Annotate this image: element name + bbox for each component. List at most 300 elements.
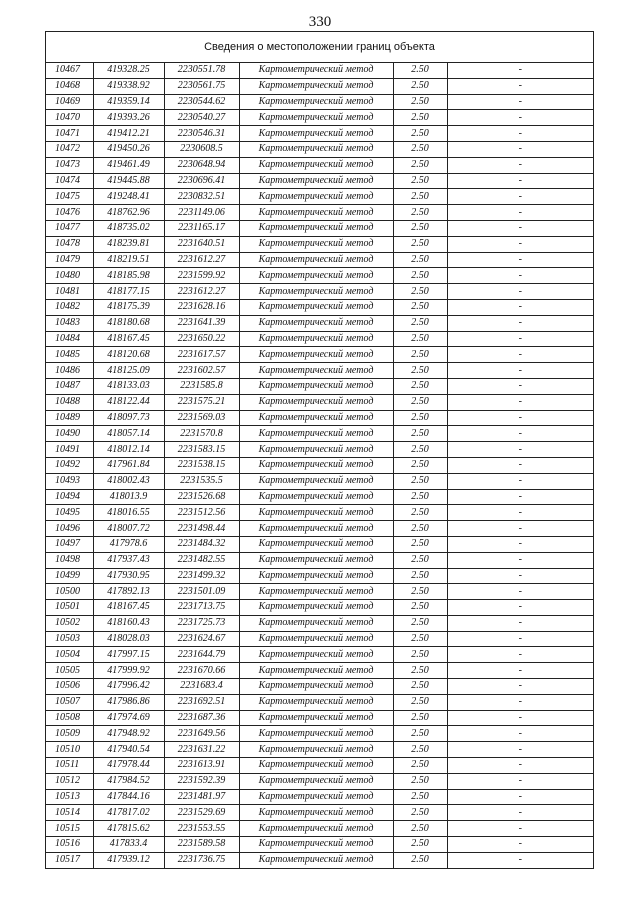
- accuracy-cell: 2.50: [393, 726, 447, 742]
- point-number-cell: 10476: [46, 205, 93, 221]
- point-number-cell: 10474: [46, 173, 93, 189]
- y-coordinate-cell: 2231569.03: [164, 410, 239, 426]
- y-coordinate-cell: 2231583.15: [164, 442, 239, 458]
- point-number-cell: 10485: [46, 347, 93, 363]
- y-coordinate-cell: 2231617.57: [164, 347, 239, 363]
- method-cell: Картометрический метод: [239, 615, 393, 631]
- x-coordinate-cell: 418057.14: [93, 426, 164, 442]
- x-coordinate-cell: 418013.9: [93, 489, 164, 505]
- table-row: [46, 647, 593, 663]
- x-coordinate-cell: 417892.13: [93, 584, 164, 600]
- method-cell: Картометрический метод: [239, 410, 393, 426]
- note-cell: -: [447, 268, 593, 284]
- note-cell: -: [447, 94, 593, 110]
- note-cell: -: [447, 442, 593, 458]
- note-cell: -: [447, 299, 593, 315]
- note-cell: -: [447, 126, 593, 142]
- method-cell: Картометрический метод: [239, 315, 393, 331]
- y-coordinate-cell: 2231613.91: [164, 758, 239, 774]
- point-number-cell: 10512: [46, 773, 93, 789]
- note-cell: -: [447, 521, 593, 537]
- note-cell: -: [447, 378, 593, 394]
- table-row: [46, 852, 593, 867]
- note-cell: -: [447, 773, 593, 789]
- table-row: [46, 710, 593, 726]
- table-row: [46, 837, 593, 853]
- accuracy-cell: 2.50: [393, 489, 447, 505]
- point-number-cell: 10513: [46, 789, 93, 805]
- method-cell: Картометрический метод: [239, 110, 393, 126]
- table-row: [46, 173, 593, 189]
- accuracy-cell: 2.50: [393, 584, 447, 600]
- x-coordinate-cell: 417996.42: [93, 679, 164, 695]
- table-row: [46, 236, 593, 252]
- x-coordinate-cell: 419461.49: [93, 157, 164, 173]
- table-row: [46, 773, 593, 789]
- accuracy-cell: 2.50: [393, 284, 447, 300]
- note-cell: -: [447, 157, 593, 173]
- x-coordinate-cell: 417948.92: [93, 726, 164, 742]
- note-cell: -: [447, 679, 593, 695]
- accuracy-cell: 2.50: [393, 299, 447, 315]
- table-row: [46, 726, 593, 742]
- table-row: [46, 505, 593, 521]
- y-coordinate-cell: 2231599.92: [164, 268, 239, 284]
- accuracy-cell: 2.50: [393, 679, 447, 695]
- accuracy-cell: 2.50: [393, 457, 447, 473]
- table-row: [46, 473, 593, 489]
- x-coordinate-cell: 419445.88: [93, 173, 164, 189]
- y-coordinate-cell: 2231481.97: [164, 789, 239, 805]
- table-row: [46, 663, 593, 679]
- note-cell: -: [447, 252, 593, 268]
- point-number-cell: 10494: [46, 489, 93, 505]
- table-row: [46, 442, 593, 458]
- x-coordinate-cell: 418125.09: [93, 363, 164, 379]
- y-coordinate-cell: 2231640.51: [164, 236, 239, 252]
- x-coordinate-cell: 419450.26: [93, 141, 164, 157]
- point-number-cell: 10511: [46, 758, 93, 774]
- table-row: [46, 615, 593, 631]
- point-number-cell: 10493: [46, 473, 93, 489]
- note-cell: -: [447, 205, 593, 221]
- table-row: [46, 315, 593, 331]
- accuracy-cell: 2.50: [393, 205, 447, 221]
- point-number-cell: 10504: [46, 647, 93, 663]
- y-coordinate-cell: 2231670.66: [164, 663, 239, 679]
- table-row: [46, 789, 593, 805]
- y-coordinate-cell: 2231650.22: [164, 331, 239, 347]
- y-coordinate-cell: 2231149.06: [164, 205, 239, 221]
- y-coordinate-cell: 2230544.62: [164, 94, 239, 110]
- table-row: [46, 694, 593, 710]
- accuracy-cell: 2.50: [393, 410, 447, 426]
- point-number-cell: 10507: [46, 694, 93, 710]
- note-cell: -: [447, 189, 593, 205]
- point-number-cell: 10517: [46, 852, 93, 867]
- point-number-cell: 10470: [46, 110, 93, 126]
- method-cell: Картометрический метод: [239, 568, 393, 584]
- method-cell: Картометрический метод: [239, 78, 393, 94]
- table-row: [46, 94, 593, 110]
- x-coordinate-cell: 417997.15: [93, 647, 164, 663]
- x-coordinate-cell: 418133.03: [93, 378, 164, 394]
- note-cell: -: [447, 426, 593, 442]
- table-row: [46, 110, 593, 126]
- accuracy-cell: 2.50: [393, 63, 447, 78]
- method-cell: Картометрический метод: [239, 710, 393, 726]
- accuracy-cell: 2.50: [393, 568, 447, 584]
- table-row: [46, 552, 593, 568]
- x-coordinate-cell: 419393.26: [93, 110, 164, 126]
- note-cell: -: [447, 63, 593, 78]
- note-cell: -: [447, 489, 593, 505]
- point-number-cell: 10508: [46, 710, 93, 726]
- y-coordinate-cell: 2231553.55: [164, 821, 239, 837]
- note-cell: -: [447, 710, 593, 726]
- y-coordinate-cell: 2231529.69: [164, 805, 239, 821]
- y-coordinate-cell: 2231713.75: [164, 600, 239, 616]
- x-coordinate-cell: 418097.73: [93, 410, 164, 426]
- point-number-cell: 10498: [46, 552, 93, 568]
- x-coordinate-cell: 418002.43: [93, 473, 164, 489]
- note-cell: -: [447, 568, 593, 584]
- accuracy-cell: 2.50: [393, 789, 447, 805]
- x-coordinate-cell: 418735.02: [93, 220, 164, 236]
- method-cell: Картометрический метод: [239, 726, 393, 742]
- table-row: [46, 205, 593, 221]
- method-cell: Картометрический метод: [239, 442, 393, 458]
- accuracy-cell: 2.50: [393, 252, 447, 268]
- table-row: [46, 363, 593, 379]
- table-row: [46, 378, 593, 394]
- point-number-cell: 10467: [46, 63, 93, 78]
- y-coordinate-cell: 2231498.44: [164, 521, 239, 537]
- point-number-cell: 10505: [46, 663, 93, 679]
- y-coordinate-cell: 2231612.27: [164, 252, 239, 268]
- x-coordinate-cell: 417986.86: [93, 694, 164, 710]
- y-coordinate-cell: 2230696.41: [164, 173, 239, 189]
- method-cell: Картометрический метод: [239, 347, 393, 363]
- x-coordinate-cell: 417930.95: [93, 568, 164, 584]
- accuracy-cell: 2.50: [393, 600, 447, 616]
- accuracy-cell: 2.50: [393, 394, 447, 410]
- accuracy-cell: 2.50: [393, 331, 447, 347]
- method-cell: Картометрический метод: [239, 299, 393, 315]
- y-coordinate-cell: 2231589.58: [164, 837, 239, 853]
- table-row: [46, 189, 593, 205]
- x-coordinate-cell: 419248.41: [93, 189, 164, 205]
- method-cell: Картометрический метод: [239, 331, 393, 347]
- x-coordinate-cell: 418177.15: [93, 284, 164, 300]
- method-cell: Картометрический метод: [239, 489, 393, 505]
- note-cell: -: [447, 410, 593, 426]
- point-number-cell: 10490: [46, 426, 93, 442]
- x-coordinate-cell: 418239.81: [93, 236, 164, 252]
- table-row: [46, 679, 593, 695]
- x-coordinate-cell: 417815.62: [93, 821, 164, 837]
- point-number-cell: 10483: [46, 315, 93, 331]
- point-number-cell: 10488: [46, 394, 93, 410]
- accuracy-cell: 2.50: [393, 189, 447, 205]
- method-cell: Картометрический метод: [239, 600, 393, 616]
- x-coordinate-cell: 417939.12: [93, 852, 164, 867]
- method-cell: Картометрический метод: [239, 378, 393, 394]
- note-cell: -: [447, 615, 593, 631]
- y-coordinate-cell: 2231602.57: [164, 363, 239, 379]
- point-number-cell: 10501: [46, 600, 93, 616]
- method-cell: Картометрический метод: [239, 694, 393, 710]
- x-coordinate-cell: 418167.45: [93, 600, 164, 616]
- accuracy-cell: 2.50: [393, 315, 447, 331]
- accuracy-cell: 2.50: [393, 758, 447, 774]
- y-coordinate-cell: 2230546.31: [164, 126, 239, 142]
- y-coordinate-cell: 2231641.39: [164, 315, 239, 331]
- accuracy-cell: 2.50: [393, 742, 447, 758]
- x-coordinate-cell: 418185.98: [93, 268, 164, 284]
- x-coordinate-cell: 417978.44: [93, 758, 164, 774]
- y-coordinate-cell: 2231499.32: [164, 568, 239, 584]
- point-number-cell: 10515: [46, 821, 93, 837]
- note-cell: -: [447, 852, 593, 867]
- accuracy-cell: 2.50: [393, 110, 447, 126]
- x-coordinate-cell: 418175.39: [93, 299, 164, 315]
- y-coordinate-cell: 2231631.22: [164, 742, 239, 758]
- y-coordinate-cell: 2231570.8: [164, 426, 239, 442]
- y-coordinate-cell: 2231592.39: [164, 773, 239, 789]
- table-row: [46, 220, 593, 236]
- accuracy-cell: 2.50: [393, 126, 447, 142]
- y-coordinate-cell: 2231628.16: [164, 299, 239, 315]
- method-cell: Картометрический метод: [239, 631, 393, 647]
- y-coordinate-cell: 2230648.94: [164, 157, 239, 173]
- point-number-cell: 10509: [46, 726, 93, 742]
- point-number-cell: 10510: [46, 742, 93, 758]
- point-number-cell: 10516: [46, 837, 93, 853]
- x-coordinate-cell: 418016.55: [93, 505, 164, 521]
- method-cell: Картометрический метод: [239, 126, 393, 142]
- x-coordinate-cell: 418219.51: [93, 252, 164, 268]
- method-cell: Картометрический метод: [239, 63, 393, 78]
- table-row: [46, 331, 593, 347]
- accuracy-cell: 2.50: [393, 852, 447, 867]
- y-coordinate-cell: 2230832.51: [164, 189, 239, 205]
- note-cell: -: [447, 789, 593, 805]
- note-cell: -: [447, 141, 593, 157]
- method-cell: Картометрический метод: [239, 552, 393, 568]
- note-cell: -: [447, 78, 593, 94]
- table-row: [46, 568, 593, 584]
- x-coordinate-cell: 417940.54: [93, 742, 164, 758]
- table-row: [46, 521, 593, 537]
- accuracy-cell: 2.50: [393, 473, 447, 489]
- y-coordinate-cell: 2231585.8: [164, 378, 239, 394]
- x-coordinate-cell: 418160.43: [93, 615, 164, 631]
- table-row: [46, 141, 593, 157]
- method-cell: Картометрический метод: [239, 536, 393, 552]
- method-cell: Картометрический метод: [239, 521, 393, 537]
- point-number-cell: 10506: [46, 679, 93, 695]
- table-row: [46, 426, 593, 442]
- y-coordinate-cell: 2231575.21: [164, 394, 239, 410]
- method-cell: Картометрический метод: [239, 663, 393, 679]
- accuracy-cell: 2.50: [393, 694, 447, 710]
- point-number-cell: 10503: [46, 631, 93, 647]
- x-coordinate-cell: 419328.25: [93, 63, 164, 78]
- accuracy-cell: 2.50: [393, 710, 447, 726]
- x-coordinate-cell: 418180.68: [93, 315, 164, 331]
- y-coordinate-cell: 2231649.56: [164, 726, 239, 742]
- x-coordinate-cell: 418120.68: [93, 347, 164, 363]
- table-row: [46, 584, 593, 600]
- table-row: [46, 489, 593, 505]
- y-coordinate-cell: 2230551.78: [164, 63, 239, 78]
- point-number-cell: 10487: [46, 378, 93, 394]
- note-cell: -: [447, 647, 593, 663]
- method-cell: Картометрический метод: [239, 268, 393, 284]
- method-cell: Картометрический метод: [239, 758, 393, 774]
- accuracy-cell: 2.50: [393, 805, 447, 821]
- note-cell: -: [447, 742, 593, 758]
- point-number-cell: 10477: [46, 220, 93, 236]
- note-cell: -: [447, 236, 593, 252]
- point-number-cell: 10499: [46, 568, 93, 584]
- accuracy-cell: 2.50: [393, 157, 447, 173]
- method-cell: Картометрический метод: [239, 473, 393, 489]
- x-coordinate-cell: 417937.43: [93, 552, 164, 568]
- table-row: [46, 600, 593, 616]
- table-row: [46, 457, 593, 473]
- table-row: [46, 78, 593, 94]
- x-coordinate-cell: 419359.14: [93, 94, 164, 110]
- method-cell: Картометрический метод: [239, 220, 393, 236]
- note-cell: -: [447, 363, 593, 379]
- point-number-cell: 10491: [46, 442, 93, 458]
- point-number-cell: 10502: [46, 615, 93, 631]
- note-cell: -: [447, 473, 593, 489]
- note-cell: -: [447, 758, 593, 774]
- note-cell: -: [447, 173, 593, 189]
- x-coordinate-cell: 417978.6: [93, 536, 164, 552]
- point-number-cell: 10496: [46, 521, 93, 537]
- x-coordinate-cell: 417844.16: [93, 789, 164, 805]
- point-number-cell: 10484: [46, 331, 93, 347]
- y-coordinate-cell: 2230608.5: [164, 141, 239, 157]
- method-cell: Картометрический метод: [239, 821, 393, 837]
- method-cell: Картометрический метод: [239, 789, 393, 805]
- table-row: [46, 347, 593, 363]
- accuracy-cell: 2.50: [393, 521, 447, 537]
- table-row: [46, 758, 593, 774]
- method-cell: Картометрический метод: [239, 426, 393, 442]
- method-cell: Картометрический метод: [239, 647, 393, 663]
- accuracy-cell: 2.50: [393, 647, 447, 663]
- y-coordinate-cell: 2231644.79: [164, 647, 239, 663]
- note-cell: -: [447, 315, 593, 331]
- point-number-cell: 10495: [46, 505, 93, 521]
- method-cell: Картометрический метод: [239, 852, 393, 867]
- table-row: [46, 252, 593, 268]
- method-cell: Картометрический метод: [239, 284, 393, 300]
- method-cell: Картометрический метод: [239, 157, 393, 173]
- note-cell: -: [447, 726, 593, 742]
- x-coordinate-cell: 417833.4: [93, 837, 164, 853]
- table-row: [46, 742, 593, 758]
- accuracy-cell: 2.50: [393, 94, 447, 110]
- table-row: [46, 536, 593, 552]
- table-row: [46, 805, 593, 821]
- point-number-cell: 10473: [46, 157, 93, 173]
- note-cell: -: [447, 394, 593, 410]
- method-cell: Картометрический метод: [239, 205, 393, 221]
- y-coordinate-cell: 2231512.56: [164, 505, 239, 521]
- accuracy-cell: 2.50: [393, 536, 447, 552]
- table-row: [46, 268, 593, 284]
- method-cell: Картометрический метод: [239, 505, 393, 521]
- note-cell: -: [447, 220, 593, 236]
- page-number: 330: [308, 14, 332, 30]
- method-cell: Картометрический метод: [239, 742, 393, 758]
- accuracy-cell: 2.50: [393, 615, 447, 631]
- table-row: [46, 410, 593, 426]
- method-cell: Картометрический метод: [239, 457, 393, 473]
- accuracy-cell: 2.50: [393, 442, 447, 458]
- accuracy-cell: 2.50: [393, 426, 447, 442]
- note-cell: -: [447, 552, 593, 568]
- point-number-cell: 10471: [46, 126, 93, 142]
- method-cell: Картометрический метод: [239, 584, 393, 600]
- point-number-cell: 10486: [46, 363, 93, 379]
- accuracy-cell: 2.50: [393, 378, 447, 394]
- accuracy-cell: 2.50: [393, 663, 447, 679]
- note-cell: -: [447, 457, 593, 473]
- note-cell: -: [447, 584, 593, 600]
- accuracy-cell: 2.50: [393, 837, 447, 853]
- note-cell: -: [447, 821, 593, 837]
- method-cell: Картометрический метод: [239, 141, 393, 157]
- y-coordinate-cell: 2230540.27: [164, 110, 239, 126]
- accuracy-cell: 2.50: [393, 821, 447, 837]
- table-row: [46, 157, 593, 173]
- y-coordinate-cell: 2231687.36: [164, 710, 239, 726]
- note-cell: -: [447, 331, 593, 347]
- method-cell: Картометрический метод: [239, 805, 393, 821]
- table-row: [46, 631, 593, 647]
- note-cell: -: [447, 110, 593, 126]
- y-coordinate-cell: 2231612.27: [164, 284, 239, 300]
- table-row: [46, 284, 593, 300]
- point-number-cell: 10475: [46, 189, 93, 205]
- table-row: [46, 299, 593, 315]
- method-cell: Картометрический метод: [239, 363, 393, 379]
- note-cell: -: [447, 694, 593, 710]
- y-coordinate-cell: 2231725.73: [164, 615, 239, 631]
- y-coordinate-cell: 2231535.5: [164, 473, 239, 489]
- table-row: [46, 126, 593, 142]
- y-coordinate-cell: 2231482.55: [164, 552, 239, 568]
- section-title: Сведения о местоположении границ объекта: [46, 32, 593, 63]
- y-coordinate-cell: 2231683.4: [164, 679, 239, 695]
- accuracy-cell: 2.50: [393, 773, 447, 789]
- y-coordinate-cell: 2231501.09: [164, 584, 239, 600]
- x-coordinate-cell: 418122.44: [93, 394, 164, 410]
- point-number-cell: 10492: [46, 457, 93, 473]
- accuracy-cell: 2.50: [393, 631, 447, 647]
- y-coordinate-cell: 2230561.75: [164, 78, 239, 94]
- x-coordinate-cell: 419412.21: [93, 126, 164, 142]
- x-coordinate-cell: 417817.02: [93, 805, 164, 821]
- point-number-cell: 10482: [46, 299, 93, 315]
